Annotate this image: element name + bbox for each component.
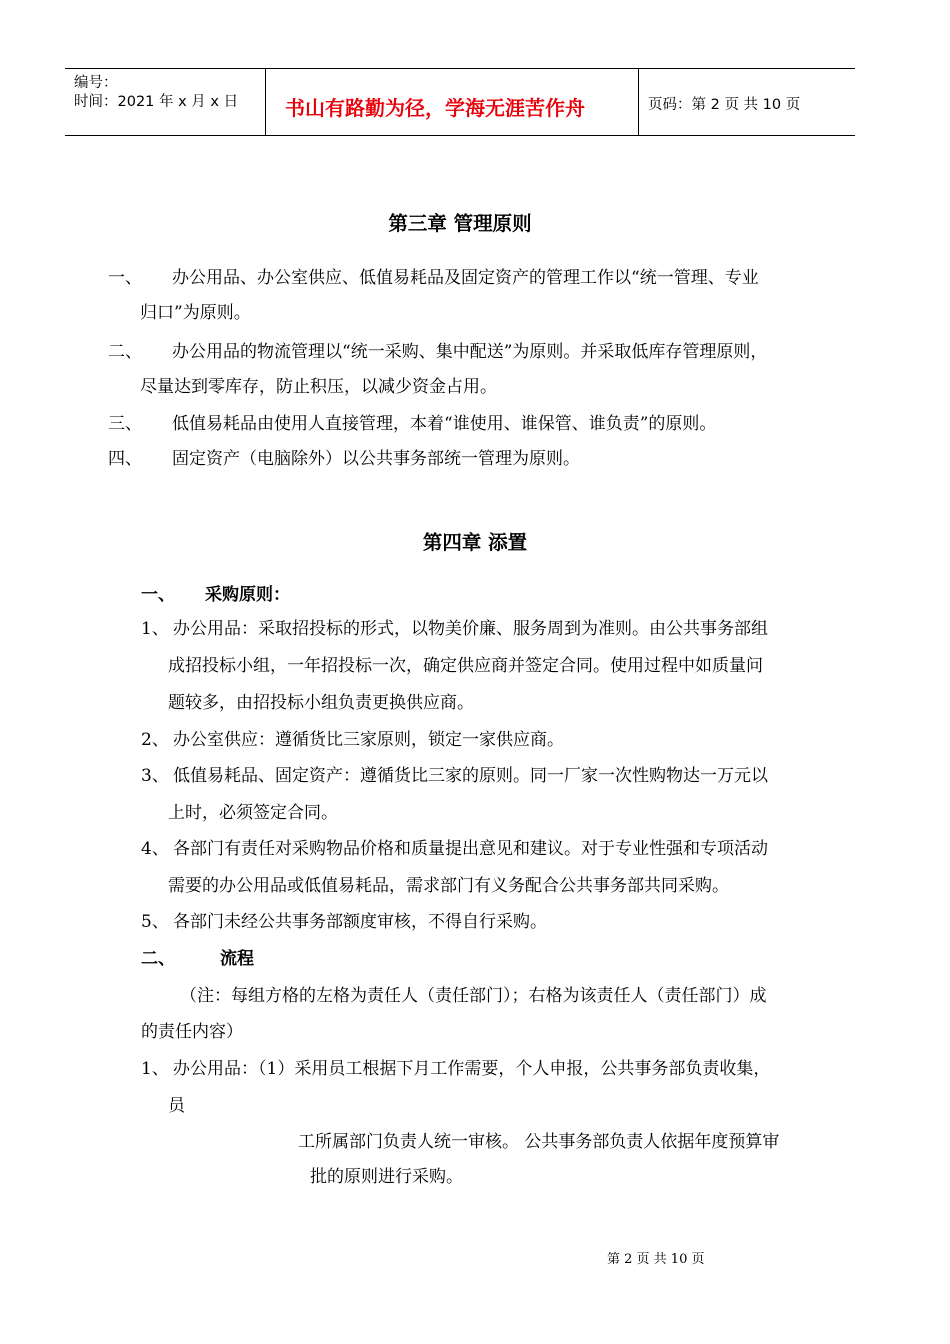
s1-item2-num: 2、 bbox=[141, 730, 169, 750]
s1-item3-line2: 上时，必须签定合同。 bbox=[168, 803, 338, 823]
s1-item1-num: 1、 bbox=[141, 619, 169, 639]
ch3-item1-line1: 办公用品、办公室供应、低值易耗品及固定资产的管理工作以“统一管理、专业 bbox=[172, 268, 759, 288]
s1-item5-num: 5、 bbox=[141, 912, 169, 932]
ch3-item3-num: 三、 bbox=[108, 414, 142, 434]
s2-item1-line1: 办公用品：（1）采用员工根据下月工作需要，个人申报，公共事务部负责收集， bbox=[173, 1059, 771, 1079]
s1-item2-line1: 办公室供应：遵循货比三家原则，锁定一家供应商。 bbox=[173, 730, 564, 750]
s1-item1-line2: 成招投标小组，一年招投标一次，确定供应商并签定合同。使用过程中如质量问 bbox=[168, 656, 763, 676]
ch3-item1-line2: 归口”为原则。 bbox=[140, 303, 251, 323]
ch4-section1-title: 采购原则： bbox=[205, 585, 290, 605]
ch3-item1-num: 一、 bbox=[108, 268, 142, 288]
header-page-code: 页码：第 2 页 共 10 页 bbox=[648, 97, 801, 113]
s1-item4-line2: 需要的办公用品或低值易耗品，需求部门有义务配合公共事务部共同采购。 bbox=[168, 876, 729, 896]
s2-note-line2: 的责任内容） bbox=[141, 1022, 243, 1042]
page-footer: 第 2 页 共 10 页 bbox=[607, 1252, 705, 1267]
s1-item1-line3: 题较多，由招投标小组负责更换供应商。 bbox=[168, 693, 474, 713]
ch3-item4-num: 四、 bbox=[108, 449, 142, 469]
s2-item1-line4: 批的原则进行采购。 bbox=[310, 1167, 463, 1187]
s2-item1-num: 1、 bbox=[141, 1059, 169, 1079]
ch4-section2-title: 流程 bbox=[220, 949, 254, 969]
s1-item3-num: 3、 bbox=[141, 766, 169, 786]
ch3-item3-line1: 低值易耗品由使用人直接管理，本着“谁使用、谁保管、谁负责”的原则。 bbox=[172, 414, 717, 434]
header-divider-right bbox=[638, 68, 639, 136]
header-divider-left bbox=[265, 68, 266, 136]
header-bottom-rule bbox=[65, 135, 855, 136]
s1-item4-num: 4、 bbox=[141, 839, 169, 859]
s2-item1-line3: 工所属部门负责人统一审核。 公共事务部负责人依据年度预算审 bbox=[298, 1132, 780, 1152]
doc-number-label: 编号： bbox=[74, 75, 118, 91]
doc-time-label: 时间：2021 年 x 月 x 日 bbox=[74, 94, 239, 110]
s1-item1-line1: 办公用品：采取招投标的形式，以物美价廉、服务周到为准则。由公共事务部组 bbox=[173, 619, 768, 639]
s1-item4-line1: 各部门有责任对采购物品价格和质量提出意见和建议。对于专业性强和专项活动 bbox=[173, 839, 768, 859]
chapter4-title: 第四章 添置 bbox=[422, 531, 528, 554]
ch3-item2-num: 二、 bbox=[108, 342, 142, 362]
chapter3-title: 第三章 管理原则 bbox=[388, 212, 532, 235]
header-motto: 书山有路勤为径，学海无涯苦作舟 bbox=[285, 96, 585, 120]
ch4-section2-num: 二、 bbox=[141, 949, 175, 969]
ch3-item2-line2: 尽量达到零库存，防止积压，以减少资金占用。 bbox=[140, 377, 497, 397]
s2-note-line1: （注：每组方格的左格为责任人（责任部门）；右格为该责任人（责任部门）成 bbox=[180, 986, 767, 1006]
ch3-item2-line1: 办公用品的物流管理以“统一采购、集中配送”为原则。并采取低库存管理原则， bbox=[172, 342, 768, 362]
s1-item5-line1: 各部门未经公共事务部额度审核，不得自行采购。 bbox=[173, 912, 547, 932]
header-top-rule bbox=[65, 68, 855, 69]
s1-item3-line1: 低值易耗品、固定资产：遵循货比三家的原则。同一厂家一次性购物达一万元以 bbox=[173, 766, 768, 786]
s2-item1-line2: 员 bbox=[168, 1096, 185, 1116]
ch4-section1-num: 一、 bbox=[141, 585, 175, 605]
ch3-item4-line1: 固定资产（电脑除外）以公共事务部统一管理为原则。 bbox=[172, 449, 580, 469]
